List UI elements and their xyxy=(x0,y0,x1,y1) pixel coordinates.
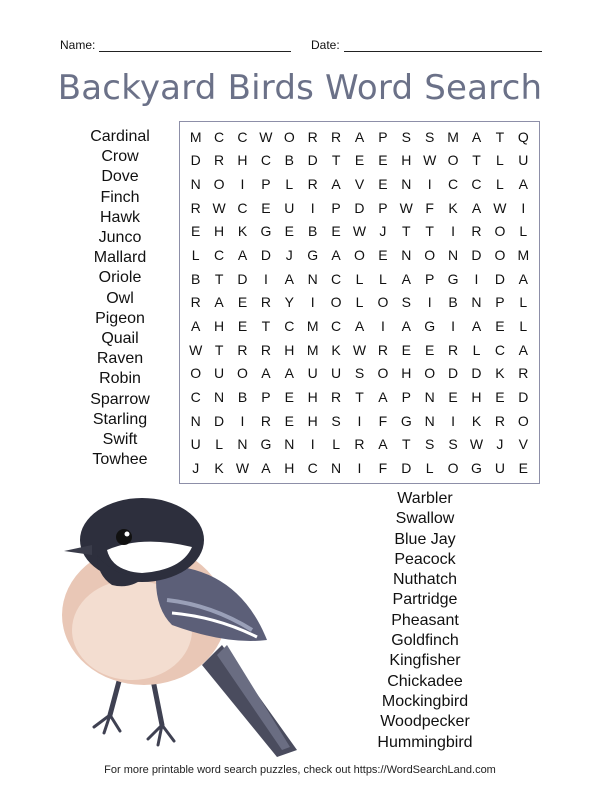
grid-cell[interactable]: I xyxy=(521,199,526,216)
grid-cell[interactable]: O xyxy=(354,247,365,264)
grid-cell[interactable]: D xyxy=(401,460,412,477)
grid-cell[interactable]: T xyxy=(495,128,505,145)
grid-cell[interactable]: E xyxy=(425,341,435,358)
grid-cell[interactable]: G xyxy=(424,318,436,335)
date-field[interactable] xyxy=(311,38,542,52)
grid-cell[interactable]: E xyxy=(378,247,388,264)
grid-cell[interactable]: O xyxy=(447,460,459,477)
word-item: Starling xyxy=(92,410,148,428)
word-item: Kingfisher xyxy=(389,652,461,670)
grid-cell[interactable]: L xyxy=(355,294,364,311)
grid-cell[interactable]: L xyxy=(519,223,528,240)
grid-cell[interactable]: E xyxy=(354,152,365,169)
grid-cell[interactable]: W xyxy=(423,152,437,169)
grid-cell[interactable]: A xyxy=(518,341,528,358)
grid-cell[interactable]: U xyxy=(518,152,529,169)
grid-cell[interactable]: N xyxy=(448,247,459,264)
grid-cell[interactable]: P xyxy=(378,199,388,216)
grid-cell[interactable]: B xyxy=(448,294,458,311)
grid-cell[interactable]: K xyxy=(448,199,458,216)
grid-cell[interactable]: J xyxy=(379,223,387,240)
grid-cell[interactable]: O xyxy=(237,365,248,382)
grid-cell[interactable]: B xyxy=(191,270,201,287)
grid-cell[interactable]: A xyxy=(471,199,482,216)
grid-cell[interactable]: N xyxy=(424,389,435,406)
grid-cell[interactable]: N xyxy=(190,176,201,193)
grid-cell[interactable]: W xyxy=(399,199,413,216)
grid-cell[interactable]: I xyxy=(357,412,362,429)
grid-cell[interactable]: E xyxy=(284,412,294,429)
grid-cell[interactable]: A xyxy=(261,460,271,477)
grid-cell[interactable]: H xyxy=(307,389,318,406)
grid-cell[interactable]: O xyxy=(377,294,389,311)
grid-cell[interactable]: P xyxy=(331,199,341,216)
grid-cell[interactable]: B xyxy=(308,223,318,240)
grid-cell[interactable]: R xyxy=(260,341,271,358)
word-item: Blue Jay xyxy=(394,530,456,548)
grid-cell[interactable]: I xyxy=(357,460,362,477)
grid-cell[interactable]: U xyxy=(331,365,342,382)
letter-grid xyxy=(179,121,540,484)
grid-cell[interactable]: C xyxy=(260,152,271,169)
grid-cell[interactable]: I xyxy=(427,294,432,311)
grid-cell[interactable]: I xyxy=(451,318,456,335)
grid-cell[interactable]: R xyxy=(354,436,365,453)
word-item: Nuthatch xyxy=(392,571,458,589)
grid-cell[interactable]: W xyxy=(493,199,507,216)
grid-cell[interactable]: N xyxy=(307,270,318,287)
grid-cell[interactable]: U xyxy=(190,436,201,453)
grid-cell[interactable]: R xyxy=(237,341,248,358)
grid-cell[interactable]: E xyxy=(284,223,294,240)
grid-cell[interactable]: M xyxy=(189,128,202,145)
grid-cell[interactable]: N xyxy=(424,412,435,429)
word-item: Cardinal xyxy=(90,128,150,145)
grid-cell[interactable]: H xyxy=(401,365,412,382)
grid-cell[interactable]: L xyxy=(355,270,364,287)
grid-cell[interactable]: I xyxy=(451,223,456,240)
grid-cell[interactable]: I xyxy=(240,412,245,429)
grid-cell[interactable]: R xyxy=(307,176,318,193)
grid-cell[interactable]: H xyxy=(214,223,225,240)
grid-cell[interactable]: G xyxy=(471,460,482,477)
grid-cell[interactable]: A xyxy=(471,318,482,335)
grid-cell[interactable]: W xyxy=(189,341,203,358)
grid-cell[interactable]: R xyxy=(471,223,482,240)
grid-cell[interactable]: O xyxy=(213,176,225,193)
word-item: Junco xyxy=(98,229,142,247)
grid-cell[interactable]: A xyxy=(284,365,294,382)
grid-cell[interactable]: W xyxy=(235,460,250,477)
word-list-left xyxy=(70,127,170,470)
grid-cell[interactable]: M xyxy=(306,341,319,358)
grid-cell[interactable]: I xyxy=(310,294,315,311)
grid-cell[interactable]: T xyxy=(214,270,224,287)
grid-cell[interactable]: R xyxy=(307,128,318,145)
word-item: Finch xyxy=(100,188,140,206)
grid-cell[interactable]: R xyxy=(518,365,529,382)
grid-cell[interactable]: C xyxy=(190,389,201,406)
grid-cell[interactable]: A xyxy=(284,270,294,287)
grid-cell[interactable]: S xyxy=(448,436,458,453)
grid-cell[interactable]: L xyxy=(285,176,294,193)
grid-cell[interactable]: N xyxy=(284,436,295,453)
grid-cell[interactable]: A xyxy=(261,365,271,382)
grid-cell[interactable]: D xyxy=(237,270,248,287)
grid-cell[interactable]: R xyxy=(331,128,342,145)
grid-cell[interactable]: W xyxy=(259,128,273,145)
grid-cell[interactable]: A xyxy=(378,389,388,406)
grid-cell[interactable]: C xyxy=(237,128,248,145)
grid-cell[interactable]: R xyxy=(190,294,201,311)
grid-cell[interactable]: V xyxy=(518,436,528,453)
word-item: Owl xyxy=(106,289,134,307)
grid-cell[interactable]: L xyxy=(519,318,528,335)
grid-cell[interactable]: D xyxy=(354,199,365,216)
grid-cell[interactable]: D xyxy=(214,412,225,429)
grid-cell[interactable]: A xyxy=(331,176,341,193)
word-item: Pheasant xyxy=(391,611,459,629)
grid-cell[interactable]: L xyxy=(495,176,504,193)
grid-cell[interactable]: W xyxy=(352,223,367,240)
grid-cell[interactable]: C xyxy=(214,128,225,145)
grid-cell[interactable]: C xyxy=(331,270,342,287)
word-list-right xyxy=(365,489,485,753)
grid-cell[interactable]: M xyxy=(517,247,530,264)
name-field[interactable] xyxy=(60,38,291,52)
grid-cell[interactable]: A xyxy=(191,318,201,335)
grid-cell[interactable]: I xyxy=(240,176,245,193)
grid-cell[interactable]: E xyxy=(284,389,294,406)
grid-cell[interactable]: B xyxy=(237,389,248,406)
grid-cell[interactable]: B xyxy=(284,152,294,169)
grid-cell[interactable]: P xyxy=(495,294,505,311)
grid-cell[interactable]: E xyxy=(191,223,201,240)
grid-cell[interactable]: L xyxy=(519,294,528,311)
grid-cell[interactable]: W xyxy=(352,341,367,358)
grid-cell[interactable]: O xyxy=(494,247,506,264)
grid-cell[interactable]: L xyxy=(191,247,200,264)
grid-cell[interactable]: M xyxy=(447,128,459,145)
grid-cell[interactable]: A xyxy=(214,294,224,311)
word-item: Peacock xyxy=(394,550,456,568)
page-title: Backyard Birds Word Search xyxy=(57,68,543,108)
grid-cell[interactable]: D xyxy=(448,365,459,382)
grid-cell[interactable]: C xyxy=(214,247,225,264)
word-item: Towhee xyxy=(92,451,148,469)
grid-cell[interactable]: E xyxy=(378,176,388,193)
grid-cell[interactable]: C xyxy=(494,341,505,358)
date-label: Date: xyxy=(311,38,340,52)
word-item: Hawk xyxy=(99,208,140,226)
grid-cell[interactable]: H xyxy=(401,152,412,169)
grid-cell[interactable]: D xyxy=(190,152,201,169)
word-item: Robin xyxy=(99,370,141,388)
word-item: Goldfinch xyxy=(391,632,459,650)
word-item: Sparrow xyxy=(90,390,150,408)
grid-cell[interactable]: F xyxy=(378,460,388,477)
grid-cell[interactable]: K xyxy=(471,412,482,429)
grid-cell[interactable]: K xyxy=(331,341,341,358)
name-label: Name: xyxy=(60,38,96,52)
grid-cell[interactable]: C xyxy=(471,176,482,193)
grid-cell[interactable]: K xyxy=(495,365,505,382)
grid-cell[interactable]: E xyxy=(495,318,505,335)
grid-cell[interactable]: I xyxy=(451,412,456,429)
grid-cell[interactable]: A xyxy=(401,318,411,335)
grid-cell[interactable]: E xyxy=(495,389,505,406)
grid-cell[interactable]: L xyxy=(425,460,434,477)
grid-cell[interactable]: K xyxy=(214,460,224,477)
grid-cell[interactable]: J xyxy=(496,436,504,453)
grid-cell[interactable]: M xyxy=(306,318,319,335)
grid-cell[interactable]: A xyxy=(471,128,482,145)
grid-cell[interactable]: O xyxy=(517,412,529,429)
grid-cell[interactable]: R xyxy=(214,152,225,169)
grid-cell[interactable]: O xyxy=(190,365,202,382)
grid-cell[interactable]: F xyxy=(425,199,434,216)
grid-cell[interactable]: E xyxy=(448,389,458,406)
grid-cell[interactable]: G xyxy=(307,247,319,264)
grid-cell[interactable]: S xyxy=(425,128,435,145)
date-line[interactable] xyxy=(344,39,542,52)
grid-cell[interactable]: S xyxy=(354,365,365,382)
grid-cell[interactable]: U xyxy=(214,365,225,382)
grid-cell[interactable]: N xyxy=(190,412,201,429)
word-item: Warbler xyxy=(397,490,453,507)
grid-cell[interactable]: N xyxy=(471,294,482,311)
grid-cell[interactable]: D xyxy=(471,247,482,264)
word-item: Raven xyxy=(96,350,144,368)
grid-cell[interactable]: I xyxy=(263,270,268,287)
grid-cell[interactable]: O xyxy=(377,365,389,382)
grid-cell[interactable]: T xyxy=(214,341,224,358)
grid-cell[interactable]: U xyxy=(494,460,505,477)
grid-cell[interactable]: E xyxy=(237,294,248,311)
word-item: Quail xyxy=(101,330,139,348)
grid-cell[interactable]: E xyxy=(401,341,411,358)
word-item: Mockingbird xyxy=(381,692,469,710)
grid-cell[interactable]: G xyxy=(447,270,459,287)
grid-cell[interactable]: I xyxy=(310,199,315,216)
grid-cell[interactable]: D xyxy=(260,247,271,264)
grid-cell[interactable]: D xyxy=(518,389,529,406)
grid-cell[interactable]: C xyxy=(284,318,295,335)
grid-cell[interactable]: P xyxy=(378,128,388,145)
grid-cell[interactable]: S xyxy=(401,294,411,311)
word-item: Hummingbird xyxy=(377,733,473,751)
grid-cell[interactable]: L xyxy=(332,436,340,453)
grid-cell[interactable]: J xyxy=(285,247,293,264)
grid-cell[interactable]: D xyxy=(307,152,318,169)
grid-cell[interactable]: N xyxy=(214,389,225,406)
grid-cell[interactable]: T xyxy=(402,223,411,240)
word-item: Oriole xyxy=(98,269,142,287)
grid-cell[interactable]: T xyxy=(331,152,341,169)
grid-cell[interactable]: E xyxy=(378,152,388,169)
grid-cell[interactable]: W xyxy=(212,199,226,216)
grid-cell[interactable]: T xyxy=(425,223,434,240)
grid-cell[interactable]: P xyxy=(425,270,435,287)
grid-cell[interactable]: L xyxy=(378,270,387,287)
grid-cell[interactable]: A xyxy=(518,270,528,287)
grid-cell[interactable]: H xyxy=(471,389,482,406)
grid-cell[interactable]: U xyxy=(307,365,318,382)
grid-cell[interactable]: T xyxy=(472,152,481,169)
grid-cell[interactable]: L xyxy=(495,152,504,169)
chickadee-illustration xyxy=(52,495,322,760)
grid-cell[interactable]: R xyxy=(260,412,271,429)
grid-cell[interactable]: H xyxy=(284,341,295,358)
grid-cell[interactable]: I xyxy=(380,318,385,335)
grid-cell[interactable]: N xyxy=(401,247,412,264)
grid-cell[interactable]: R xyxy=(331,389,342,406)
grid-cell[interactable]: I xyxy=(310,436,315,453)
grid-cell[interactable]: P xyxy=(261,176,271,193)
word-item: Swallow xyxy=(395,510,455,528)
word-item: Partridge xyxy=(392,591,458,609)
grid-cell[interactable]: N xyxy=(237,436,248,453)
grid-cell[interactable]: H xyxy=(214,318,225,335)
grid-cell[interactable]: N xyxy=(331,460,342,477)
word-item: Crow xyxy=(101,148,139,166)
word-item: Chickadee xyxy=(387,672,463,690)
grid-cell[interactable]: D xyxy=(494,270,505,287)
grid-cell[interactable]: A xyxy=(401,270,411,287)
grid-cell[interactable]: C xyxy=(448,176,459,193)
grid-cell[interactable]: D xyxy=(471,365,482,382)
grid-cell[interactable]: A xyxy=(354,128,365,145)
grid-cell[interactable]: S xyxy=(401,128,411,145)
grid-cell[interactable]: A xyxy=(237,247,248,264)
word-item: Woodpecker xyxy=(380,713,470,731)
grid-cell[interactable]: L xyxy=(215,436,223,453)
grid-cell[interactable]: I xyxy=(427,176,432,193)
grid-cell[interactable]: Q xyxy=(517,128,529,145)
grid-cell[interactable]: H xyxy=(284,460,295,477)
grid-cell[interactable]: R xyxy=(377,341,388,358)
grid-cell[interactable]: O xyxy=(424,365,436,382)
grid-cell[interactable]: O xyxy=(283,128,295,145)
grid-cell[interactable]: R xyxy=(260,294,271,311)
grid-cell[interactable]: A xyxy=(331,247,341,264)
grid-cell[interactable]: A xyxy=(354,318,365,335)
grid-cell[interactable]: A xyxy=(378,436,388,453)
grid-cell[interactable]: L xyxy=(472,341,481,358)
grid-cell[interactable]: R xyxy=(190,199,201,216)
grid-cell[interactable]: E xyxy=(261,199,271,216)
grid-cell[interactable]: C xyxy=(237,199,248,216)
grid-cell[interactable]: J xyxy=(192,460,200,477)
grid-cell[interactable]: G xyxy=(400,412,412,429)
grid-cell[interactable]: E xyxy=(518,460,528,477)
grid-cell[interactable]: U xyxy=(284,199,295,216)
grid-cell[interactable]: Y xyxy=(284,294,294,311)
grid-cell[interactable]: S xyxy=(425,436,435,453)
grid-cell[interactable]: C xyxy=(307,460,318,477)
grid-cell[interactable]: P xyxy=(261,389,271,406)
grid-cell[interactable]: N xyxy=(401,176,412,193)
grid-cell[interactable]: R xyxy=(494,412,505,429)
grid-cell[interactable]: H xyxy=(237,152,248,169)
name-line[interactable] xyxy=(99,39,291,52)
grid-cell[interactable]: K xyxy=(237,223,248,240)
grid-cell[interactable]: O xyxy=(330,294,342,311)
word-item: Dove xyxy=(101,168,139,186)
grid-cell[interactable]: O xyxy=(494,223,506,240)
grid-cell[interactable]: I xyxy=(474,270,479,287)
grid-cell[interactable]: R xyxy=(448,341,459,358)
grid-cell[interactable]: T xyxy=(261,318,271,335)
grid-cell[interactable]: F xyxy=(378,412,388,429)
grid-cell[interactable]: H xyxy=(307,412,318,429)
grid-cell[interactable]: S xyxy=(331,412,341,429)
grid-cell[interactable]: E xyxy=(237,318,248,335)
grid-cell[interactable]: V xyxy=(354,176,365,193)
grid-cell[interactable]: W xyxy=(469,436,484,453)
grid-cell[interactable]: O xyxy=(447,152,459,169)
word-item: Pigeon xyxy=(95,309,145,327)
word-item: Swift xyxy=(102,431,138,449)
grid-cell[interactable]: P xyxy=(401,389,411,406)
grid-cell[interactable]: C xyxy=(331,318,342,335)
word-item: Mallard xyxy=(93,249,147,267)
grid-cell[interactable]: A xyxy=(518,176,528,193)
grid-cell[interactable]: E xyxy=(331,223,341,240)
grid-cell[interactable]: G xyxy=(260,436,272,453)
grid-cell[interactable]: O xyxy=(424,247,436,264)
grid-cell[interactable]: T xyxy=(355,389,364,406)
footer-text: For more printable word search puzzles, check out https://WordSearchLand.com xyxy=(104,764,496,776)
grid-cell[interactable]: T xyxy=(402,436,411,453)
grid-cell[interactable]: G xyxy=(260,223,272,240)
